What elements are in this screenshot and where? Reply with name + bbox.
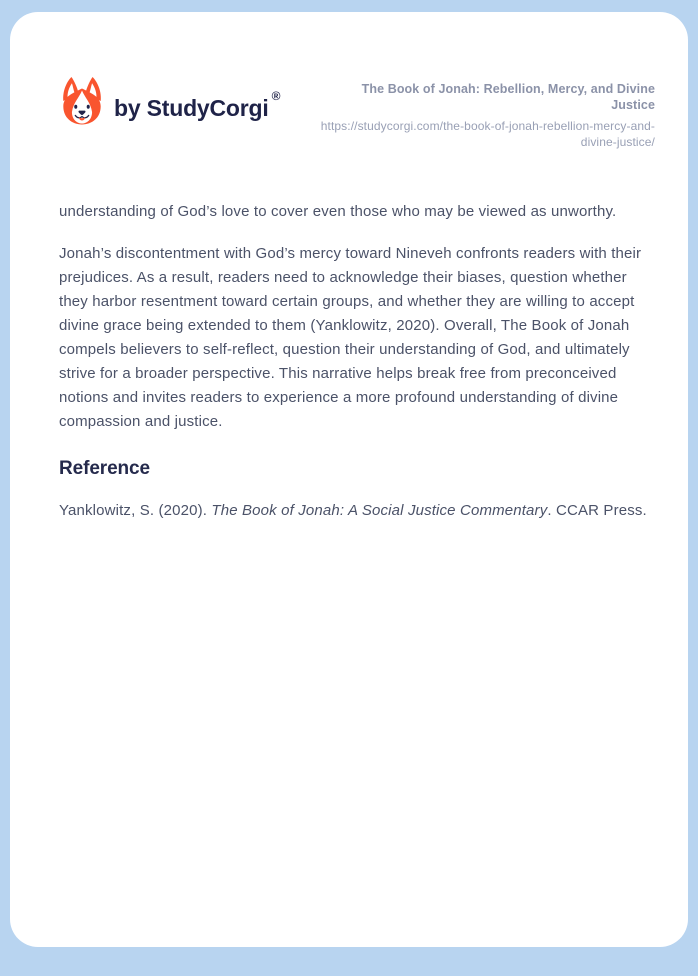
reference-entry — [59, 499, 655, 523]
registered-trademark: ® — [271, 88, 281, 103]
reference-heading: Reference — [59, 457, 150, 479]
document-meta — [315, 75, 655, 150]
reference-publisher: . CCAR Press. — [547, 501, 647, 519]
article-body — [59, 200, 655, 523]
paragraph-continuation: understanding of God’s love to cover even those who may be viewed as unworthy. — [59, 202, 617, 220]
corgi-logo-icon — [59, 75, 105, 127]
brand-name: by StudyCorgi ® — [114, 88, 281, 121]
page-header — [59, 75, 655, 150]
brand-logo-group — [59, 75, 281, 127]
reference-author-year: Yanklowitz, S. (2020). — [59, 501, 212, 519]
document-title: The Book of Jonah: Rebellion, Mercy, and Divine Justice — [361, 82, 655, 113]
reference-book-title: The Book of Jonah: A Social Justice Commentary — [211, 501, 548, 519]
paragraph: Jonah’s discontentment with God’s mercy toward Nineveh confronts readers with their prejudices. As a result, readers need to acknowledge their biases, question whether they harbor resentment toward certain groups, and whether they are willing to accept divine grace being extended to them (Yanklowitz, 2020). Overall, The Book of Jonah compels believers to self-reflect, question their understanding of God, and ultimately strive for a broader perspective. This narrative helps break free from preconceived notions and invites readers to experience a more profound understanding of divine compassion and justice. — [59, 244, 642, 430]
document-url-link[interactable]: https://studycorgi.com/the-book-of-jonah-rebellion-mercy-and-divine-justice/ — [320, 118, 655, 149]
document-card — [10, 12, 688, 947]
